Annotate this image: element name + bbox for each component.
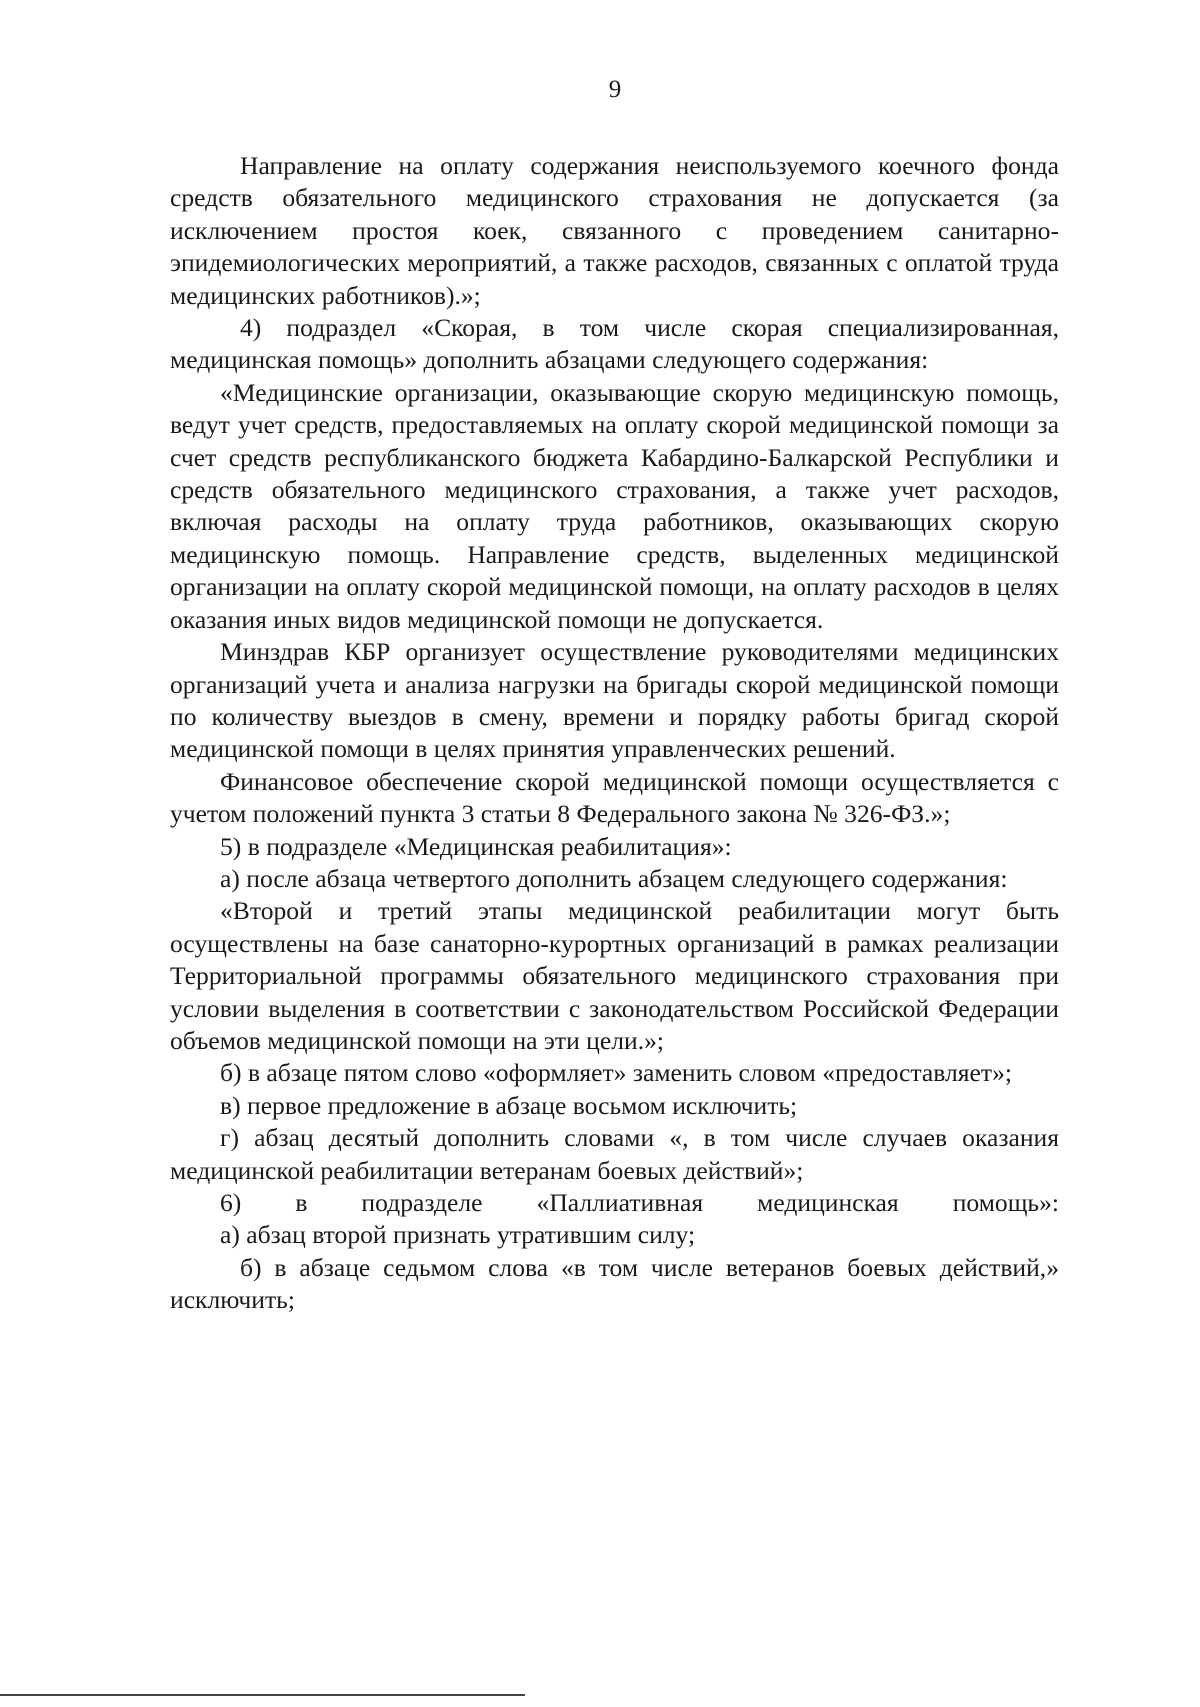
paragraph: «Медицинские организации, оказывающие скорую медицинскую помощь, ведут учет средств, предоставляемых на оплату скорой медицинской помощи за счет средств республиканского бюджета Кабардино-Балкарской Республики и средств обязательного медицинского страхования, а также учет расходов, включая расходы на оплату труда работников, оказывающих скорую медицинскую помощь. Направление средств, выделенных медицинской организации на оплату скорой медицинской помощи, на оплату расходов в целях оказания иных видов медицинской помощи не допускается. — [170, 377, 1059, 634]
paragraph: «Второй и третий этапы медицинской реабилитации могут быть осуществлены на базе санаторно-курортных организаций в рамках реализации Территориальной программы обязательного медицинского страхования при условии выделения в соответствии с законодательством Российской Федерации объемов медицинской помощи на эти цели.»; — [170, 896, 1059, 1055]
paragraph: Направление на оплату содержания неиспользуемого коечного фонда средств обязательного медицинского страхования не допускается (за исключением простоя коек, связанного с проведением санитарно-эпидемиологических мероприятий, а также расходов, связанных с оплатой труда медицинских работников).»; — [170, 151, 1059, 310]
paragraph: б) в абзаце седьмом слова «в том числе ветеранов боевых действий,» исключить; — [170, 1252, 1059, 1315]
document-body — [170, 150, 1059, 1317]
paragraph: 6) в подразделе «Паллиативная медицинская помощь»: — [220, 1188, 1059, 1217]
paragraph: 4) подраздел «Скорая, в том числе скорая специализированная, медицинская помощь» дополнить абзацами следующего содержания: — [170, 313, 1059, 375]
paragraph: в) первое предложение в абзаце восьмом исключить; — [220, 1090, 798, 1120]
paragraph: а) абзац второй признать утратившим силу; — [220, 1220, 696, 1250]
paragraph: а) после абзаца четвертого дополнить абзацем следующего содержания: — [220, 863, 1008, 893]
paragraph: Финансовое обеспечение скорой медицинской помощи осуществляется с учетом положений пункта 3 статьи 8 Федерального закона № 326-ФЗ.»; — [170, 766, 1059, 829]
paragraph: г) абзац десятый дополнить словами «, в том числе случаев оказания медицинской реабилитации ветеранам боевых действий»; — [170, 1123, 1059, 1185]
paragraph: б) в абзаце пятом слово «оформляет» заменить словом «предоставляет»; — [220, 1058, 1012, 1088]
paragraph: 5) в подразделе «Медицинская реабилитация»: — [220, 831, 732, 861]
scan-edge-line — [0, 1694, 525, 1696]
page-number: 9 — [608, 76, 622, 103]
paragraph: Минздрав КБР организует осуществление руководителями медицинских организаций учета и анализа нагрузки на бригады скорой медицинской помощи по количеству выездов в смену, времени и порядку работы бригад скорой медицинской помощи в целях принятия управленческих решений. — [170, 637, 1059, 764]
